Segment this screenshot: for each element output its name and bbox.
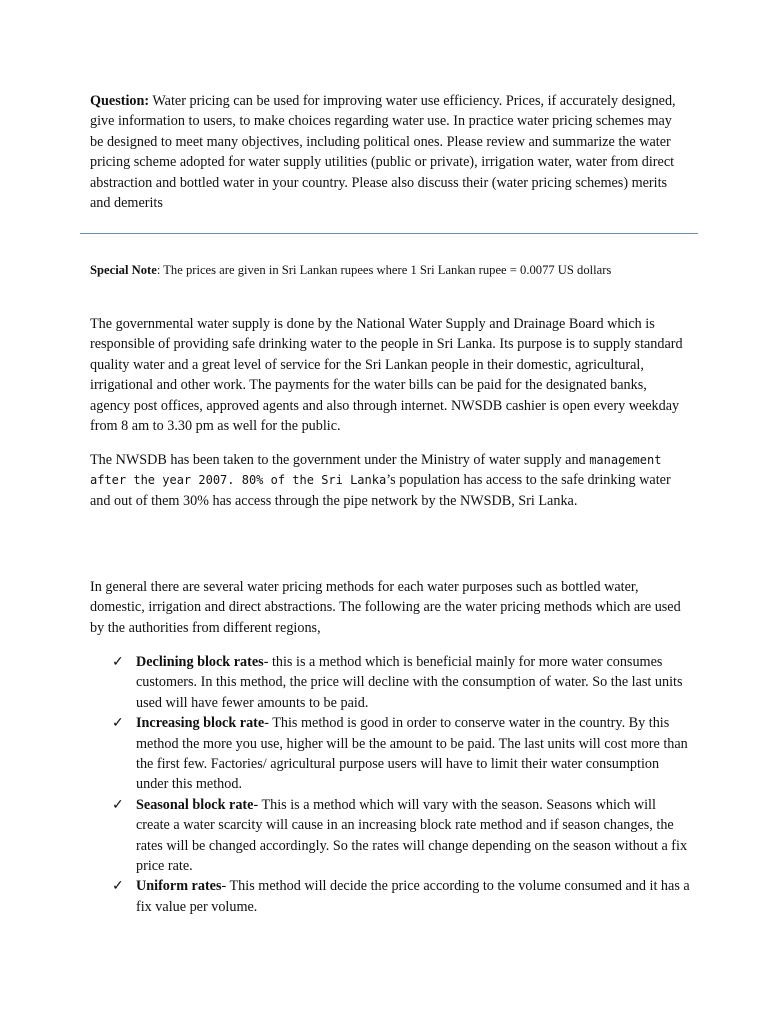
paragraph-nwsdb-ministry: [90, 450, 688, 511]
question-text: Water pricing can be used for improving water use efficiency. Prices, if accurately designed, give information to users, to make choices regarding water use. In practice water pricing schemes may be designed to meet many objectives, including political ones. Please review and summarize the water pricing scheme adopted for water supply utilities (public or private), irrigation water, water from direct abstraction and bottled water in your country. Please also discuss their (water pricing schemes) merits and demerits: [90, 93, 676, 212]
method-term: Uniform rates: [136, 878, 222, 895]
method-description: - This method is good in order to conserve water in the country. By this method the more you use, higher will be the amount to be paid. The last units will cost more than the first few. Factories/ agricultural purpose users will have to limit their water consumption under this method.: [136, 715, 688, 793]
paragraph-nwsdb-intro: The governmental water supply is done by the National Water Supply and Drainage Board which is responsible of providing safe drinking water to the people in Sri Lanka. Its purpose is to supply standard quality water and a great level of service for the Sri Lankan people in their domestic, agricultural, irrigational and other work. The payments for the water bills can be paid for the designated banks, agency post offices, approved agents and also through internet. NWSDB cashier is open every weekday from 8 am to 3.30 pm as well for the public.: [90, 316, 683, 435]
checkmark-icon: ✓: [112, 878, 124, 895]
special-note-label: Special Note: [90, 263, 157, 277]
list-item: [112, 876, 692, 917]
horizontal-divider: [80, 233, 698, 234]
checkmark-icon: ✓: [112, 796, 124, 813]
checkmark-icon: ✓: [112, 654, 124, 670]
question-paragraph: [90, 91, 688, 213]
list-item: [112, 795, 692, 877]
method-description: - This is a method which will vary with the season. Seasons which will create a water scarcity will cause in an increasing block rate method and if season changes, the rates will be changed accordingly. So the rates will change depending on the season without a fix price rate.: [136, 796, 688, 875]
method-description: - This method will decide the price according to the volume consumed and it has a fix value per volume.: [136, 878, 690, 915]
method-term: Increasing block rate: [136, 715, 265, 732]
special-note: [90, 261, 688, 279]
paragraph-nwsdb-ministry-part1: The NWSDB has been taken to the government under the Ministry of water supply and: [90, 452, 590, 468]
paragraph-nwsdb-ministry-mono: management after the year 2007. 80% of the Sri Lanka: [90, 453, 662, 488]
question-label: Question:: [90, 93, 150, 109]
pricing-methods-list: [112, 652, 692, 917]
special-note-text: : The prices are given in Sri Lankan rupees where 1 Sri Lankan rupee = 0.0077 US dollars: [156, 263, 612, 277]
method-term: Seasonal block rate: [136, 796, 254, 813]
paragraph-pricing-methods-intro: In general there are several water pricing methods for each water purposes such as bottled water, domestic, irrigation and direct abstractions. The following are the water pricing methods which are used by the authorities from different regions,: [90, 579, 681, 636]
paragraph-nwsdb-ministry-part2: ’s population has access to the safe drinking water and out of them 30% has access through the pipe network by the NWSDB, Sri Lanka.: [90, 472, 671, 509]
list-item: [112, 713, 692, 795]
method-description: - this is a method which is beneficial mainly for more water consumes customers. In this method, the price will decline with the consumption of water. So the last units used will have fewer amounts to be paid.: [136, 654, 683, 711]
checkmark-icon: ✓: [112, 715, 124, 732]
method-term: Declining block rates: [136, 654, 264, 670]
list-item: [112, 652, 692, 713]
